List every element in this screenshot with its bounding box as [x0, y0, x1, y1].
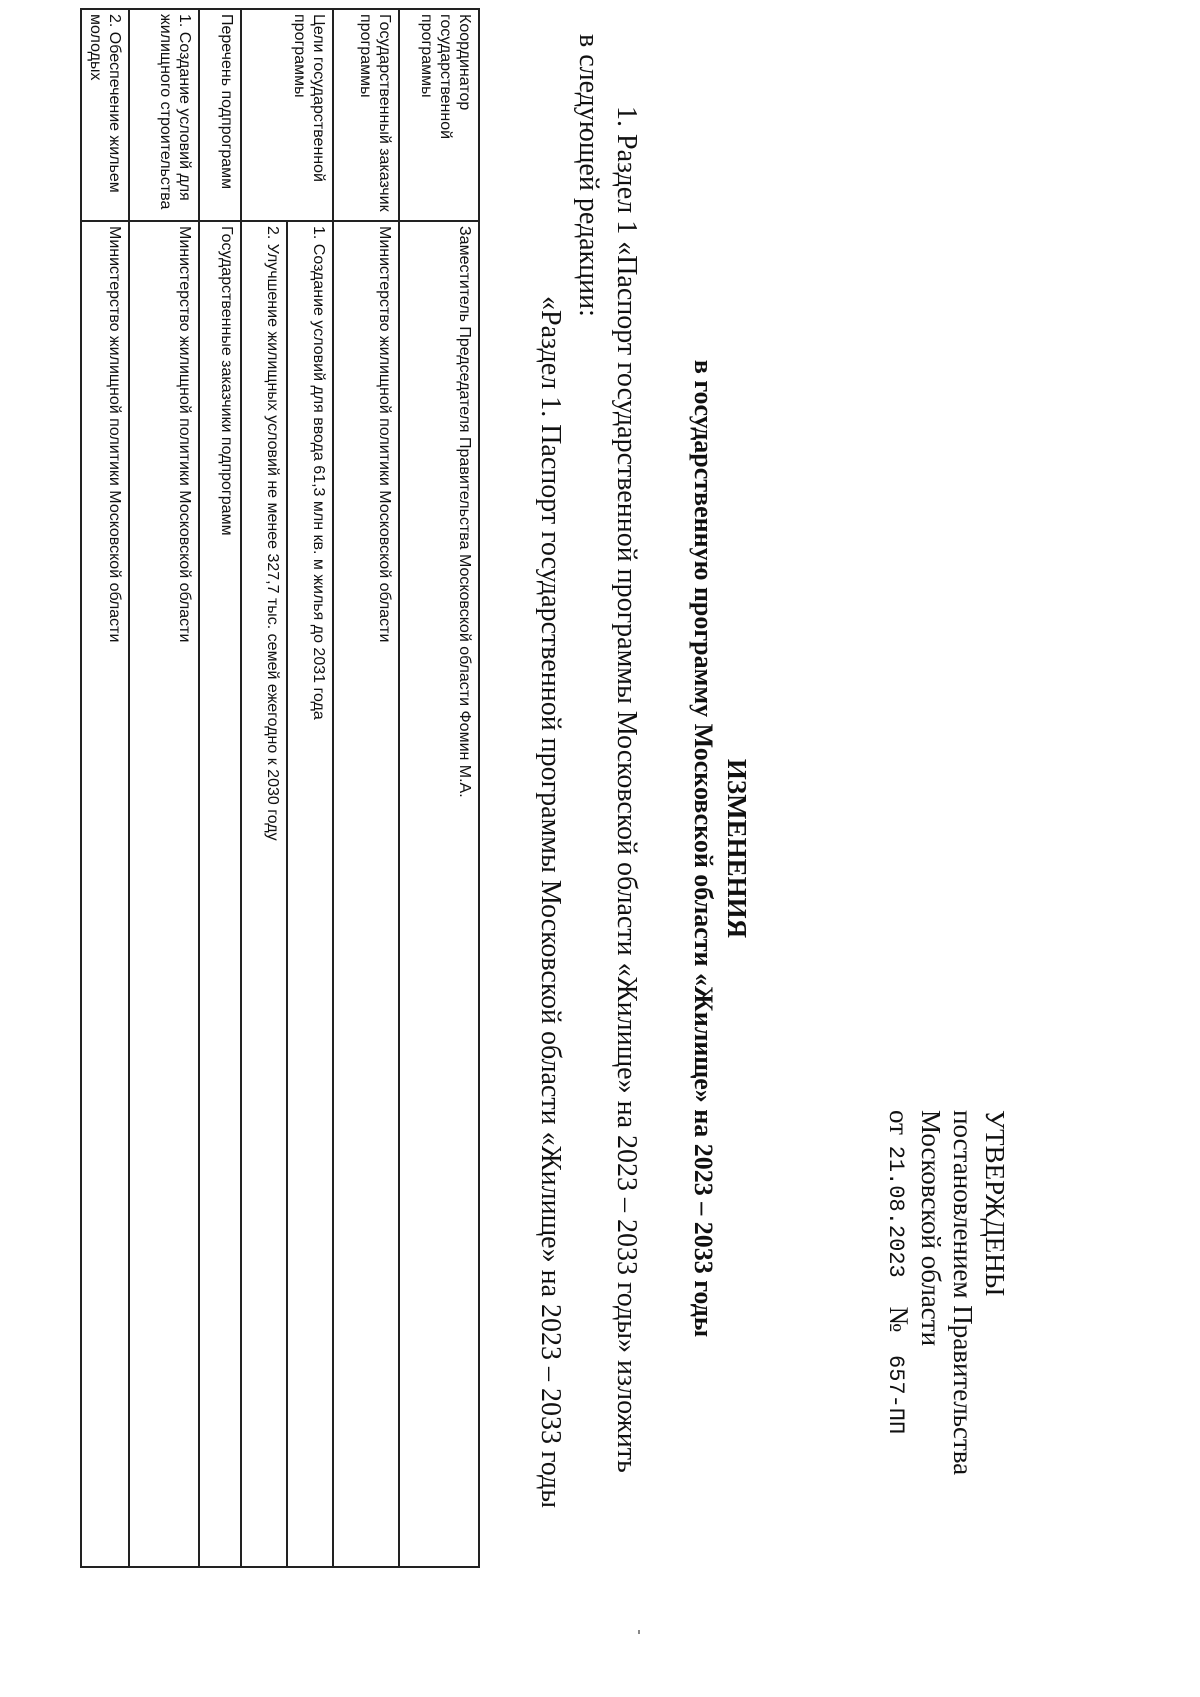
- table-row: [241, 9, 287, 1567]
- section-heading: «Раздел 1. Паспорт государственной программы Московской области «Жилище» на 2023 – 2033 годы: [535, 296, 566, 1509]
- approval-heading: УТВЕРЖДЕНЫ: [980, 1110, 1010, 1297]
- table-row: [333, 9, 399, 1567]
- table-row: [287, 9, 333, 1567]
- approval-date-prefix: от: [884, 1110, 914, 1135]
- table-row: [129, 9, 199, 1567]
- table-row: [81, 9, 129, 1567]
- approval-date: 21.08.2023: [883, 1145, 908, 1278]
- row-value: Министерство жилищной политики Московской области: [81, 221, 129, 1567]
- approval-date-line: [880, 1110, 914, 1434]
- document-subtitle: в государственную программу Московской области «Жилище» на 2023 – 2033 годы: [689, 359, 718, 1338]
- row-label: Цели государственной программы: [241, 9, 333, 221]
- approval-number: 657-ПП: [883, 1355, 908, 1435]
- table-row: [199, 9, 241, 1567]
- row-value: Министерство жилищной политики Московской области: [129, 221, 199, 1567]
- row-label: 1. Создание условий для жилищного строительства: [129, 9, 199, 221]
- row-label: Государственный заказчик программы: [333, 9, 399, 221]
- table-row: [399, 9, 479, 1567]
- paragraph-line-2: в следующей редакции:: [573, 34, 604, 317]
- row-label: Перечень подпрограмм: [199, 9, 241, 221]
- scan-mark: [638, 1630, 640, 1634]
- row-value: Министерство жилищной политики Московской области: [333, 221, 399, 1567]
- paragraph-line-1: 1. Раздел 1 «Паспорт государственной программы Московской области «Жилище» на 2023 – 2033 годы» изложить: [611, 106, 642, 1473]
- row-label: Координатор государственной программы: [399, 9, 479, 221]
- row-value: Заместитель Председателя Правительства Московской области Фомин М.А.: [399, 221, 479, 1567]
- passport-table: [80, 8, 480, 1568]
- row-value: Государственные заказчики подпрограмм: [199, 221, 241, 1567]
- row-label: 2. Обеспечение жильем молодых: [81, 9, 129, 221]
- row-value-2: 2. Улучшение жилищных условий не менее 327,7 тыс. семей ежегодно к 2030 году: [241, 221, 287, 1567]
- approval-line-2: Московской области: [916, 1110, 946, 1347]
- row-value: 1. Создание условий для ввода 61,3 млн кв. м жилья до 2031 года: [287, 221, 333, 1567]
- document-title: ИЗМЕНЕНИЯ: [722, 758, 752, 939]
- approval-line-1: постановлением Правительства: [948, 1110, 978, 1476]
- approval-number-sign: №: [884, 1306, 914, 1333]
